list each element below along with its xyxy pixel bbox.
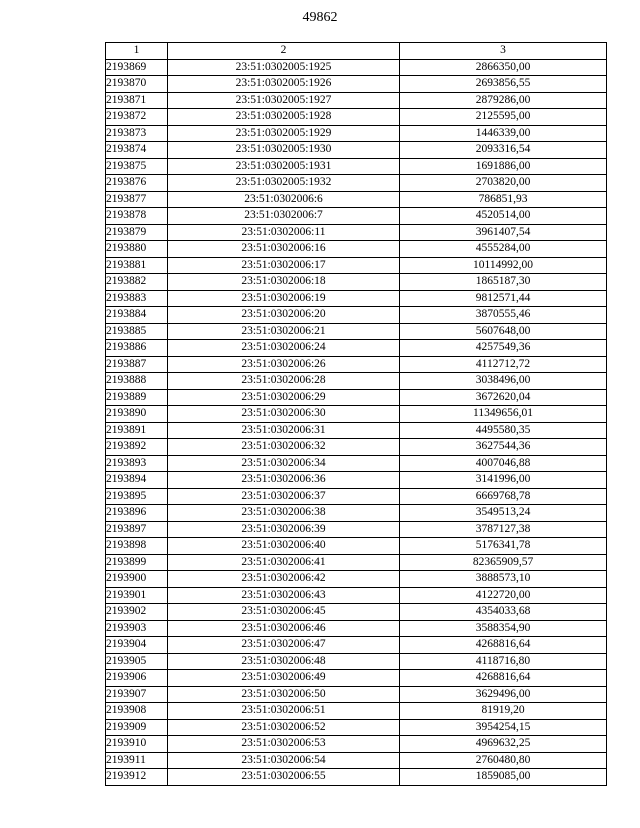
row-number-cell: 2193872 [106,109,168,126]
cadastral-number-cell: 23:51:0302006:29 [168,389,400,406]
row-number-cell: 2193908 [106,703,168,720]
row-number-cell: 2193888 [106,373,168,390]
table-row [106,422,607,439]
table-row [106,670,607,687]
table-row [106,406,607,423]
table-header [106,43,607,60]
table-row [106,455,607,472]
value-cell: 6669768,78 [400,488,607,505]
row-number-cell: 2193902 [106,604,168,621]
row-number-cell: 2193912 [106,769,168,786]
row-number-cell: 2193884 [106,307,168,324]
value-cell: 3888573,10 [400,571,607,588]
value-cell: 3627544,36 [400,439,607,456]
value-cell: 3588354,90 [400,620,607,637]
cadastral-number-cell: 23:51:0302006:16 [168,241,400,258]
table-row [106,703,607,720]
cadastral-number-cell: 23:51:0302006:7 [168,208,400,225]
row-number-cell: 2193879 [106,224,168,241]
value-cell: 1446339,00 [400,125,607,142]
row-number-cell: 2193893 [106,455,168,472]
table-row [106,290,607,307]
cadastral-number-cell: 23:51:0302006:52 [168,719,400,736]
cadastral-number-cell: 23:51:0302006:38 [168,505,400,522]
table-row [106,241,607,258]
cadastral-number-cell: 23:51:0302006:24 [168,340,400,357]
value-cell: 2125595,00 [400,109,607,126]
cadastral-number-cell: 23:51:0302006:55 [168,769,400,786]
cadastral-number-cell: 23:51:0302006:43 [168,587,400,604]
table-row [106,175,607,192]
row-number-cell: 2193881 [106,257,168,274]
row-number-cell: 2193875 [106,158,168,175]
table-row [106,59,607,76]
row-number-cell: 2193871 [106,92,168,109]
table-row [106,587,607,604]
cadastral-number-cell: 23:51:0302005:1931 [168,158,400,175]
cadastral-number-cell: 23:51:0302006:46 [168,620,400,637]
value-cell: 3870555,46 [400,307,607,324]
value-cell: 3954254,15 [400,719,607,736]
value-cell: 4122720,00 [400,587,607,604]
column-header-1: 1 [106,43,168,60]
table-row [106,307,607,324]
row-number-cell: 2193900 [106,571,168,588]
table-row [106,158,607,175]
row-number-cell: 2193890 [106,406,168,423]
row-number-cell: 2193897 [106,521,168,538]
row-number-cell: 2193873 [106,125,168,142]
row-number-cell: 2193896 [106,505,168,522]
value-cell: 2866350,00 [400,59,607,76]
row-number-cell: 2193901 [106,587,168,604]
row-number-cell: 2193894 [106,472,168,489]
row-number-cell: 2193903 [106,620,168,637]
row-number-cell: 2193887 [106,356,168,373]
table-row [106,208,607,225]
value-cell: 5176341,78 [400,538,607,555]
cadastral-number-cell: 23:51:0302005:1930 [168,142,400,159]
value-cell: 3672620,04 [400,389,607,406]
page-number: 49862 [302,10,338,25]
value-cell: 4969632,25 [400,736,607,753]
cadastral-number-cell: 23:51:0302006:11 [168,224,400,241]
value-cell: 1859085,00 [400,769,607,786]
value-cell: 4555284,00 [400,241,607,258]
cadastral-number-cell: 23:51:0302006:42 [168,571,400,588]
table-row [106,323,607,340]
cadastral-number-cell: 23:51:0302006:32 [168,439,400,456]
table-row [106,604,607,621]
column-header-2: 2 [168,43,400,60]
table-row [106,538,607,555]
value-cell: 4268816,64 [400,637,607,654]
row-number-cell: 2193895 [106,488,168,505]
cadastral-number-cell: 23:51:0302006:47 [168,637,400,654]
row-number-cell: 2193874 [106,142,168,159]
value-cell: 4354033,68 [400,604,607,621]
row-number-cell: 2193886 [106,340,168,357]
row-number-cell: 2193882 [106,274,168,291]
cadastral-number-cell: 23:51:0302006:19 [168,290,400,307]
row-number-cell: 2193869 [106,59,168,76]
row-number-cell: 2193911 [106,752,168,769]
table-row [106,76,607,93]
value-cell: 4007046,88 [400,455,607,472]
table-row [106,125,607,142]
table-row [106,340,607,357]
table-row [106,686,607,703]
data-table [105,42,607,786]
table-row [106,439,607,456]
row-number-cell: 2193891 [106,422,168,439]
table-row [106,571,607,588]
row-number-cell: 2193876 [106,175,168,192]
row-number-cell: 2193904 [106,637,168,654]
cadastral-number-cell: 23:51:0302006:30 [168,406,400,423]
table-row [106,554,607,571]
cadastral-number-cell: 23:51:0302006:20 [168,307,400,324]
table-row [106,389,607,406]
cadastral-number-cell: 23:51:0302006:51 [168,703,400,720]
cadastral-number-cell: 23:51:0302006:17 [168,257,400,274]
table-row [106,769,607,786]
cadastral-number-cell: 23:51:0302006:50 [168,686,400,703]
table-row [106,637,607,654]
cadastral-number-cell: 23:51:0302006:21 [168,323,400,340]
row-number-cell: 2193870 [106,76,168,93]
value-cell: 2879286,00 [400,92,607,109]
cadastral-number-cell: 23:51:0302006:6 [168,191,400,208]
table-row [106,373,607,390]
row-number-cell: 2193883 [106,290,168,307]
table-row [106,653,607,670]
cadastral-number-cell: 23:51:0302005:1928 [168,109,400,126]
cadastral-number-cell: 23:51:0302006:53 [168,736,400,753]
row-number-cell: 2193892 [106,439,168,456]
table-row [106,736,607,753]
table-row [106,142,607,159]
value-cell: 1865187,30 [400,274,607,291]
value-cell: 786851,93 [400,191,607,208]
cadastral-number-cell: 23:51:0302005:1932 [168,175,400,192]
value-cell: 81919,20 [400,703,607,720]
cadastral-number-cell: 23:51:0302006:31 [168,422,400,439]
cadastral-number-cell: 23:51:0302006:39 [168,521,400,538]
table-row [106,257,607,274]
table-body [106,59,607,785]
value-cell: 2093316,54 [400,142,607,159]
value-cell: 1691886,00 [400,158,607,175]
cadastral-number-cell: 23:51:0302005:1925 [168,59,400,76]
value-cell: 3038496,00 [400,373,607,390]
value-cell: 4520514,00 [400,208,607,225]
header-row [106,43,607,60]
row-number-cell: 2193899 [106,554,168,571]
row-number-cell: 2193878 [106,208,168,225]
cadastral-number-cell: 23:51:0302006:28 [168,373,400,390]
value-cell: 10114992,00 [400,257,607,274]
value-cell: 3961407,54 [400,224,607,241]
cadastral-number-cell: 23:51:0302006:18 [168,274,400,291]
row-number-cell: 2193906 [106,670,168,687]
table-row [106,752,607,769]
cadastral-number-cell: 23:51:0302006:48 [168,653,400,670]
row-number-cell: 2193909 [106,719,168,736]
cadastral-number-cell: 23:51:0302006:34 [168,455,400,472]
value-cell: 2760480,80 [400,752,607,769]
table-row [106,92,607,109]
cadastral-number-cell: 23:51:0302006:40 [168,538,400,555]
cadastral-number-cell: 23:51:0302005:1926 [168,76,400,93]
row-number-cell: 2193898 [106,538,168,555]
value-cell: 2693856,55 [400,76,607,93]
table-row [106,472,607,489]
row-number-cell: 2193910 [106,736,168,753]
cadastral-number-cell: 23:51:0302005:1927 [168,92,400,109]
value-cell: 2703820,00 [400,175,607,192]
row-number-cell: 2193885 [106,323,168,340]
cadastral-number-cell: 23:51:0302006:41 [168,554,400,571]
cadastral-number-cell: 23:51:0302006:49 [168,670,400,687]
value-cell: 4495580,35 [400,422,607,439]
table-row [106,488,607,505]
value-cell: 9812571,44 [400,290,607,307]
cadastral-number-cell: 23:51:0302006:54 [168,752,400,769]
table-row [106,224,607,241]
table-row [106,505,607,522]
value-cell: 4268816,64 [400,670,607,687]
value-cell: 4112712,72 [400,356,607,373]
cadastral-number-cell: 23:51:0302006:37 [168,488,400,505]
row-number-cell: 2193889 [106,389,168,406]
cadastral-number-cell: 23:51:0302006:26 [168,356,400,373]
table-row [106,274,607,291]
value-cell: 4257549,36 [400,340,607,357]
table-row [106,719,607,736]
row-number-cell: 2193905 [106,653,168,670]
value-cell: 3629496,00 [400,686,607,703]
table-row [106,521,607,538]
value-cell: 3549513,24 [400,505,607,522]
row-number-cell: 2193877 [106,191,168,208]
value-cell: 11349656,01 [400,406,607,423]
column-header-3: 3 [400,43,607,60]
table-row [106,356,607,373]
value-cell: 4118716,80 [400,653,607,670]
table-row [106,191,607,208]
cadastral-number-cell: 23:51:0302006:36 [168,472,400,489]
value-cell: 5607648,00 [400,323,607,340]
cadastral-number-cell: 23:51:0302005:1929 [168,125,400,142]
row-number-cell: 2193880 [106,241,168,258]
cadastral-number-cell: 23:51:0302006:45 [168,604,400,621]
value-cell: 82365909,57 [400,554,607,571]
value-cell: 3141996,00 [400,472,607,489]
value-cell: 3787127,38 [400,521,607,538]
row-number-cell: 2193907 [106,686,168,703]
table-row [106,620,607,637]
table-row [106,109,607,126]
